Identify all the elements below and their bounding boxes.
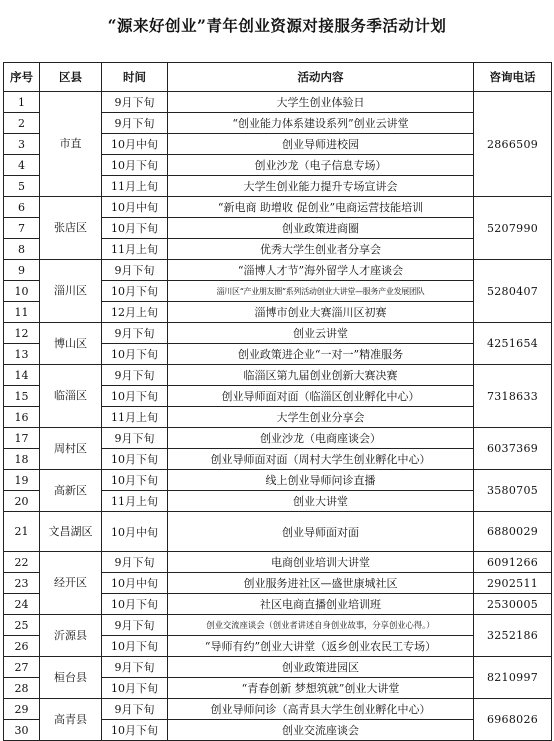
row-time: 10月下旬 xyxy=(102,386,168,407)
row-no: 19 xyxy=(4,470,40,491)
row-content: 创业交流座谈会（创业者讲述自身创业故事，分享创业心得。） xyxy=(168,615,474,636)
district-cell: 文昌湖区 xyxy=(40,512,102,552)
row-content: 创业云讲堂 xyxy=(168,323,474,344)
phone-cell: 6091266 xyxy=(474,552,552,573)
row-content: “青春创新 梦想筑就”创业大讲堂 xyxy=(168,678,474,699)
row-time: 11月上旬 xyxy=(102,407,168,428)
table-row xyxy=(4,512,552,552)
row-content: “淄博人才节”海外留学人才座谈会 xyxy=(168,260,474,281)
row-time: 10月下旬 xyxy=(102,218,168,239)
row-time: 10月中旬 xyxy=(102,134,168,155)
row-content: 淄川区“产业朋友圈”系列活动创业大讲堂—服务产业发展团队 xyxy=(168,281,474,302)
row-time: 9月下旬 xyxy=(102,260,168,281)
row-content: 大学生创业体验日 xyxy=(168,92,474,113)
row-content: 创业沙龙（电商座谈会） xyxy=(168,428,474,449)
row-time: 10月中旬 xyxy=(102,573,168,594)
phone-cell: 7318633 xyxy=(474,365,552,428)
table-row xyxy=(4,615,552,636)
row-no: 9 xyxy=(4,260,40,281)
district-cell: 高青县 xyxy=(40,699,102,741)
row-no: 4 xyxy=(4,155,40,176)
row-content: 创业导师面对面（周村大学生创业孵化中心） xyxy=(168,449,474,470)
row-content: 优秀大学生创业者分享会 xyxy=(168,239,474,260)
row-time: 10月下旬 xyxy=(102,281,168,302)
row-content: 创业导师进校园 xyxy=(168,134,474,155)
table-row xyxy=(4,92,552,113)
phone-cell: 6037369 xyxy=(474,428,552,470)
row-time: 9月下旬 xyxy=(102,699,168,720)
phone-cell: 2902511 xyxy=(474,573,552,594)
row-no: 28 xyxy=(4,678,40,699)
row-no: 10 xyxy=(4,281,40,302)
row-content: 创业导师面对面（临淄区创业孵化中心） xyxy=(168,386,474,407)
row-time: 10月下旬 xyxy=(102,155,168,176)
phone-cell: 3252186 xyxy=(474,615,552,657)
phone-cell: 8210997 xyxy=(474,657,552,699)
table-row xyxy=(4,197,552,218)
row-content: 淄博市创业大赛淄川区初赛 xyxy=(168,302,474,323)
row-content: “新电商 助增收 促创业”电商运营技能培训 xyxy=(168,197,474,218)
phone-cell: 6880029 xyxy=(474,512,552,552)
row-no: 1 xyxy=(4,92,40,113)
district-cell: 周村区 xyxy=(40,428,102,470)
row-time: 10月下旬 xyxy=(102,344,168,365)
row-content: 创业导师面对面 xyxy=(168,512,474,552)
row-no: 15 xyxy=(4,386,40,407)
district-cell: 市直 xyxy=(40,92,102,197)
row-no: 25 xyxy=(4,615,40,636)
row-time: 10月下旬 xyxy=(102,636,168,657)
row-time: 9月下旬 xyxy=(102,365,168,386)
district-cell: 淄川区 xyxy=(40,260,102,323)
row-content: 大学生创业分享会 xyxy=(168,407,474,428)
table-row xyxy=(4,657,552,678)
row-content: 创业政策进企业“一对一”精准服务 xyxy=(168,344,474,365)
row-no: 26 xyxy=(4,636,40,657)
row-no: 3 xyxy=(4,134,40,155)
row-time: 10月中旬 xyxy=(102,197,168,218)
district-cell: 高新区 xyxy=(40,470,102,512)
phone-cell: 6968026 xyxy=(474,699,552,741)
row-content: 线上创业导师问诊直播 xyxy=(168,470,474,491)
row-time: 11月上旬 xyxy=(102,239,168,260)
header-no: 序号 xyxy=(4,63,40,92)
table-header-row xyxy=(4,63,552,92)
table-row xyxy=(4,470,552,491)
row-no: 20 xyxy=(4,491,40,512)
row-content: 创业服务进社区—盛世康城社区 xyxy=(168,573,474,594)
row-no: 17 xyxy=(4,428,40,449)
table-row xyxy=(4,323,552,344)
row-time: 10月下旬 xyxy=(102,678,168,699)
activity-plan-table xyxy=(3,62,552,741)
district-cell: 张店区 xyxy=(40,197,102,260)
row-content: 创业导师问诊（高青县大学生创业孵化中心） xyxy=(168,699,474,720)
row-time: 9月下旬 xyxy=(102,92,168,113)
row-content: 创业大讲堂 xyxy=(168,491,474,512)
row-time: 9月下旬 xyxy=(102,113,168,134)
row-no: 22 xyxy=(4,552,40,573)
row-no: 29 xyxy=(4,699,40,720)
district-cell: 临淄区 xyxy=(40,365,102,428)
row-content: 创业沙龙（电子信息专场） xyxy=(168,155,474,176)
phone-cell: 3580705 xyxy=(474,470,552,512)
table-row xyxy=(4,260,552,281)
row-no: 2 xyxy=(4,113,40,134)
table-row xyxy=(4,365,552,386)
district-cell: 经开区 xyxy=(40,552,102,615)
phone-cell: 2530005 xyxy=(474,594,552,615)
district-cell: 博山区 xyxy=(40,323,102,365)
row-time: 10月下旬 xyxy=(102,449,168,470)
phone-cell: 5280407 xyxy=(474,260,552,323)
row-time: 11月上旬 xyxy=(102,491,168,512)
header-phone: 咨询电话 xyxy=(474,63,552,92)
document-title: “源来好创业”青年创业资源对接服务季活动计划 xyxy=(107,16,447,35)
row-no: 24 xyxy=(4,594,40,615)
row-no: 13 xyxy=(4,344,40,365)
row-time: 11月上旬 xyxy=(102,176,168,197)
district-cell: 沂源县 xyxy=(40,615,102,657)
row-content: 大学生创业能力提升专场宣讲会 xyxy=(168,176,474,197)
row-no: 12 xyxy=(4,323,40,344)
row-content: 社区电商直播创业培训班 xyxy=(168,594,474,615)
header-content: 活动内容 xyxy=(168,63,474,92)
row-no: 14 xyxy=(4,365,40,386)
row-no: 21 xyxy=(4,512,40,552)
header-time: 时间 xyxy=(102,63,168,92)
row-no: 6 xyxy=(4,197,40,218)
row-content: “创业能力体系建设系列”创业云讲堂 xyxy=(168,113,474,134)
row-time: 12月上旬 xyxy=(102,302,168,323)
row-content: 临淄区第九届创业创新大赛决赛 xyxy=(168,365,474,386)
row-no: 23 xyxy=(4,573,40,594)
row-time: 10月下旬 xyxy=(102,470,168,491)
header-district: 区县 xyxy=(40,63,102,92)
table-row xyxy=(4,552,552,573)
phone-cell: 5207990 xyxy=(474,197,552,260)
row-no: 27 xyxy=(4,657,40,678)
row-no: 30 xyxy=(4,720,40,741)
row-time: 10月中旬 xyxy=(102,512,168,552)
phone-cell: 2866509 xyxy=(474,92,552,197)
row-content: 创业政策进园区 xyxy=(168,657,474,678)
row-content: “导师有约”创业大讲堂（返乡创业农民工专场） xyxy=(168,636,474,657)
district-cell: 桓台县 xyxy=(40,657,102,699)
row-content: 创业交流座谈会 xyxy=(168,720,474,741)
row-time: 10月下旬 xyxy=(102,594,168,615)
row-time: 9月下旬 xyxy=(102,428,168,449)
row-no: 18 xyxy=(4,449,40,470)
table-row xyxy=(4,428,552,449)
row-no: 8 xyxy=(4,239,40,260)
row-no: 16 xyxy=(4,407,40,428)
row-no: 11 xyxy=(4,302,40,323)
row-time: 9月下旬 xyxy=(102,323,168,344)
phone-cell: 4251654 xyxy=(474,323,552,365)
row-time: 9月下旬 xyxy=(102,552,168,573)
table-row xyxy=(4,699,552,720)
row-content: 电商创业培训大讲堂 xyxy=(168,552,474,573)
row-no: 5 xyxy=(4,176,40,197)
row-time: 9月下旬 xyxy=(102,657,168,678)
row-time: 9月下旬 xyxy=(102,615,168,636)
row-content: 创业政策进商圈 xyxy=(168,218,474,239)
row-time: 10月下旬 xyxy=(102,720,168,741)
row-no: 7 xyxy=(4,218,40,239)
